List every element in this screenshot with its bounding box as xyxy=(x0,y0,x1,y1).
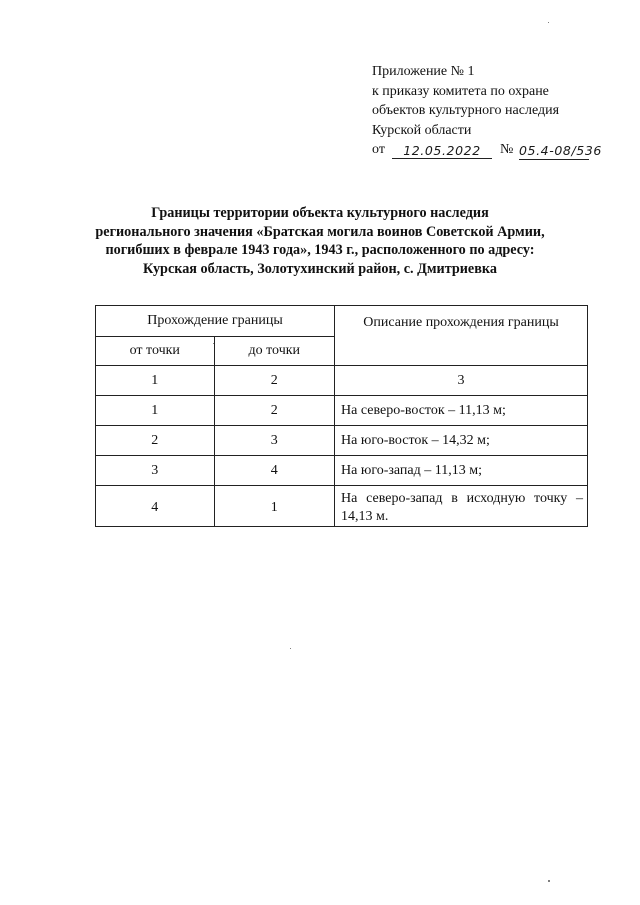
appendix-region: Курской области xyxy=(372,122,472,138)
scan-speck xyxy=(548,880,550,882)
document-title xyxy=(60,204,580,278)
from-point-cell: 4 xyxy=(96,486,215,527)
header-description: Описание прохождения границы xyxy=(335,306,588,366)
appendix-committee: объектов культурного наследия xyxy=(372,103,560,118)
table-row xyxy=(96,426,588,456)
column-number: 1 xyxy=(96,366,215,396)
header-passage: Прохождение границы xyxy=(96,306,335,337)
table-row xyxy=(96,486,588,527)
header-from-point: от точки xyxy=(96,337,215,366)
title-line: Курская область, Золотухинский район, с. Дмитриевка xyxy=(143,260,497,277)
description-cell: На северо-восток – 11,13 м; xyxy=(335,396,588,426)
appendix-header xyxy=(372,62,602,162)
to-point-cell: 4 xyxy=(214,456,335,486)
order-date: 12.05.2022 xyxy=(392,141,492,159)
order-number: 05.4-08/536 xyxy=(519,143,602,158)
header-to-point: до точки xyxy=(214,337,335,366)
table-row xyxy=(96,396,588,426)
boundary-table xyxy=(95,305,588,527)
to-point-cell: 2 xyxy=(214,396,335,426)
table-row xyxy=(96,456,588,486)
to-point-cell: 1 xyxy=(214,486,335,527)
description-cell: На северо-запад в исходную точку – 14,13 м. xyxy=(335,486,588,527)
scan-speck xyxy=(290,648,291,649)
column-number: 3 xyxy=(335,366,588,396)
column-number: 2 xyxy=(214,366,335,396)
table-header-row xyxy=(96,306,588,337)
number-label: № xyxy=(500,142,514,157)
from-point-cell: 3 xyxy=(96,456,215,486)
from-point-cell: 2 xyxy=(96,426,215,456)
scan-speck xyxy=(548,22,549,23)
appendix-title: Приложение № 1 xyxy=(372,64,475,79)
to-point-cell: 3 xyxy=(214,426,335,456)
column-number-row xyxy=(96,366,588,396)
title-line: погибших в феврале 1943 года», 1943 г., расположенного по адресу: xyxy=(105,242,535,258)
description-cell: На юго-запад – 11,13 м; xyxy=(335,456,588,486)
title-line: Границы территории объекта культурного наследия xyxy=(151,205,489,221)
order-date-number xyxy=(372,140,602,162)
appendix-order-ref: к приказу комитета по охране xyxy=(372,83,549,99)
scan-speck xyxy=(213,343,214,344)
order-number-underline xyxy=(519,159,589,160)
from-point-cell: 1 xyxy=(96,396,215,426)
from-label: от xyxy=(372,142,385,157)
title-line: регионального значения «Братская могила воинов Советской Армии, xyxy=(95,223,545,240)
description-cell: На юго-восток – 14,32 м; xyxy=(335,426,588,456)
